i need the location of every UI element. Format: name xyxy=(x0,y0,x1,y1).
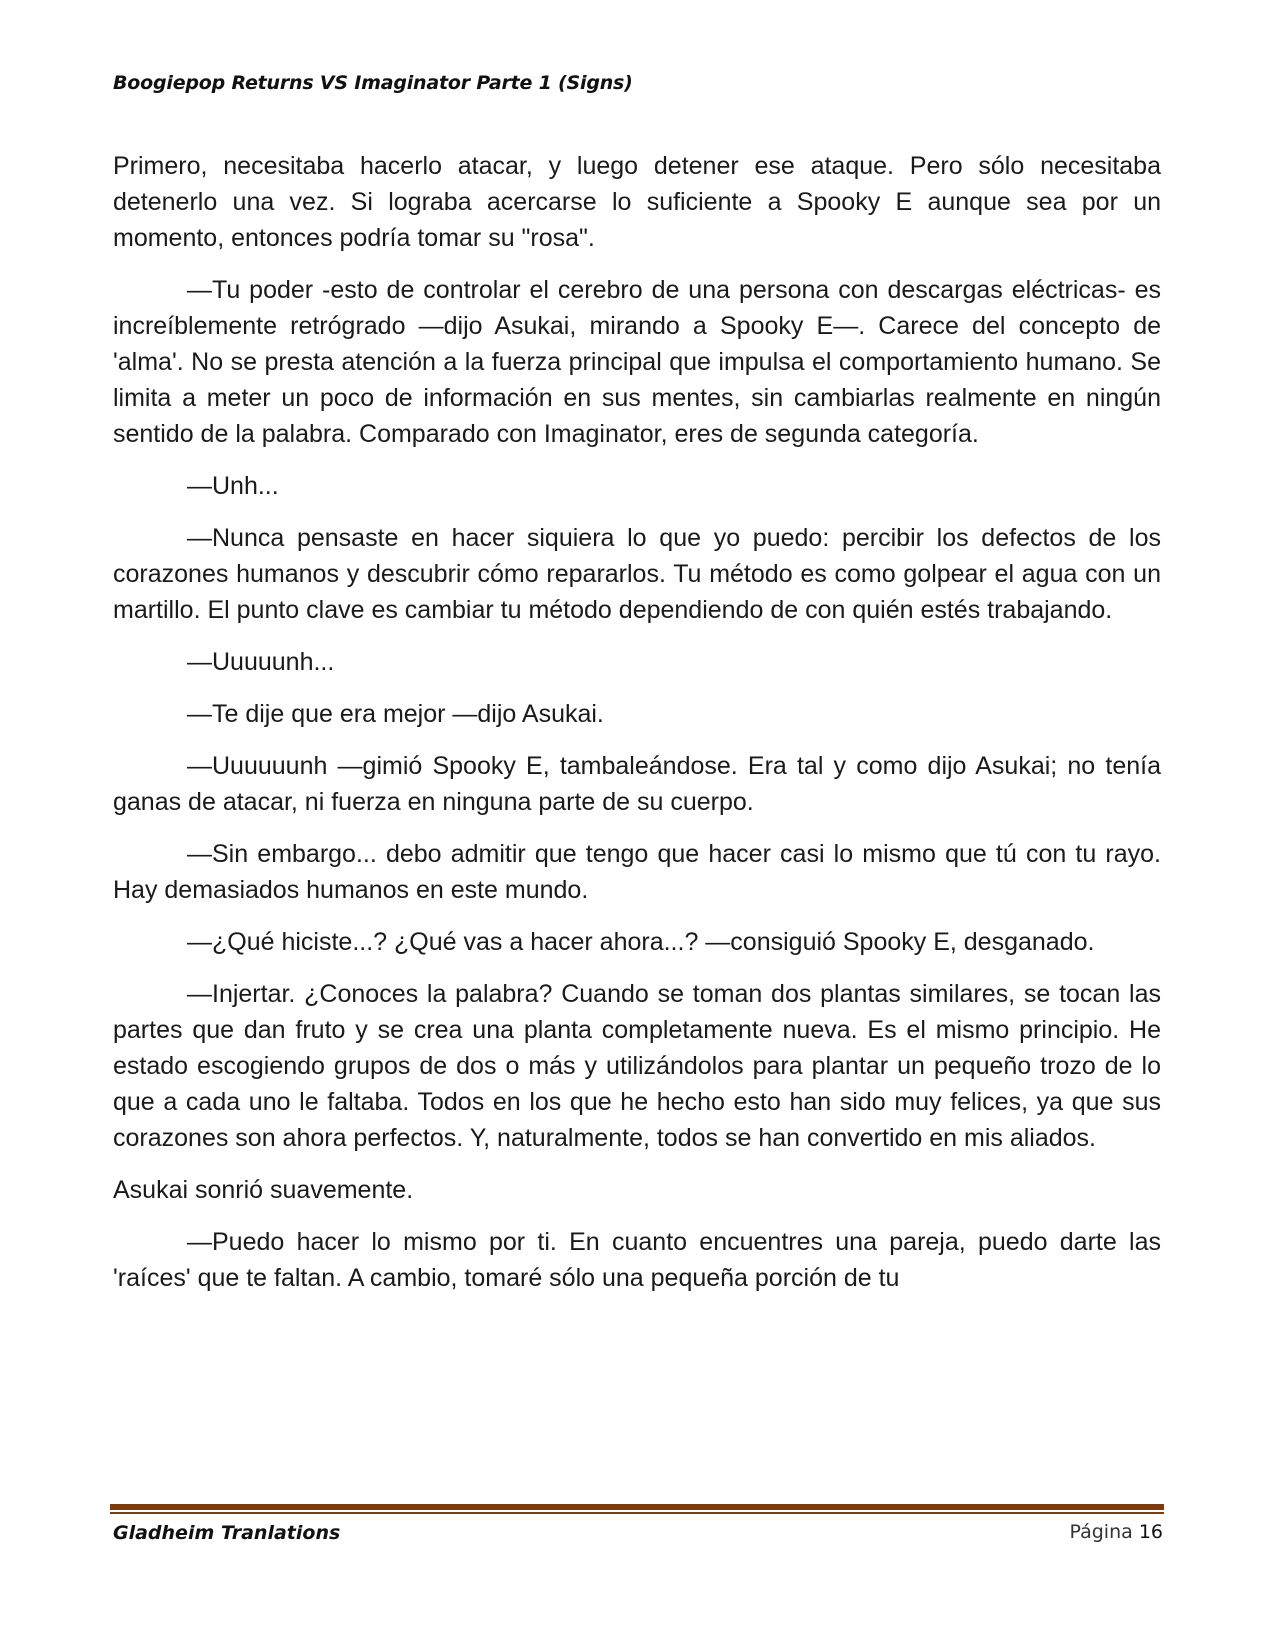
paragraph: —Puedo hacer lo mismo por ti. En cuanto encuentres una pareja, puedo darte las 'raíces' que te faltan. A cambio, tomaré sólo una pequeña porción de tu xyxy=(113,1228,1161,1292)
paragraph: —Nunca pensaste en hacer siquiera lo que yo puedo: percibir los defectos de los corazones humanos y descubrir cómo repararlos. Tu método es como golpear el agua con un martillo. El punto clave es cambiar tu método dependiendo de con quién estés trabajando. xyxy=(113,524,1161,624)
paragraph: —Unh... xyxy=(187,472,279,500)
paragraph: —Uuuuunh... xyxy=(187,648,335,676)
paragraph: —Te dije que era mejor —dijo Asukai. xyxy=(187,700,604,728)
paragraph: Asukai sonrió suavemente. xyxy=(113,1176,414,1204)
paragraph: Primero, necesitaba hacerlo atacar, y luego detener ese ataque. Pero sólo necesitaba detenerlo una vez. Si lograba acercarse lo suficiente a Spooky E aunque sea por un momento, entonces podría tomar su "rosa". xyxy=(113,152,1161,252)
paragraph: —Uuuuuunh —gimió Spooky E, tambaleándose. Era tal y como dijo Asukai; no tenía ganas de atacar, ni fuerza en ninguna parte de su cuerpo. xyxy=(113,752,1161,816)
paragraph: —Injertar. ¿Conoces la palabra? Cuando se toman dos plantas similares, se tocan las partes que dan fruto y se crea una planta completamente nueva. Es el mismo principio. He estado escogiendo grupos de dos o más y utilizándolos para plantar un pequeño trozo de lo que a cada uno le faltaba. Todos en los que he hecho esto han sido muy felices, ya que sus corazones son ahora perfectos. Y, naturalmente, todos se han convertido en mis aliados. xyxy=(113,980,1161,1152)
page-label: Página xyxy=(1069,1521,1133,1543)
body-text xyxy=(113,148,1161,1312)
running-header: Boogiepop Returns VS Imaginator Parte 1 (Signs) xyxy=(113,72,633,94)
paragraph: —Tu poder -esto de controlar el cerebro de una persona con descargas eléctricas- es increíblemente retrógrado —dijo Asukai, mirando a Spooky E—. Carece del concepto de 'alma'. No se presta atención a la fuerza principal que impulsa el comportamiento humano. Se limita a meter un poco de información en sus mentes, sin cambiarlas realmente en ningún sentido de la palabra. Comparado con Imaginator, eres de segunda categoría. xyxy=(113,276,1161,448)
footer-rule-thick xyxy=(110,1504,1164,1510)
paragraph: —Sin embargo... debo admitir que tengo que hacer casi lo mismo que tú con tu rayo. Hay demasiados humanos en este mundo. xyxy=(113,840,1161,904)
page-number: 16 xyxy=(1138,1521,1163,1543)
footer-rule xyxy=(110,1504,1164,1514)
paragraph: —¿Qué hiciste...? ¿Qué vas a hacer ahora...? —consiguió Spooky E, desganado. xyxy=(187,928,1095,956)
footer-credit: Gladheim Tranlations xyxy=(113,1522,341,1544)
footer-rule-thin xyxy=(110,1512,1164,1514)
page-number-block xyxy=(1069,1521,1163,1543)
